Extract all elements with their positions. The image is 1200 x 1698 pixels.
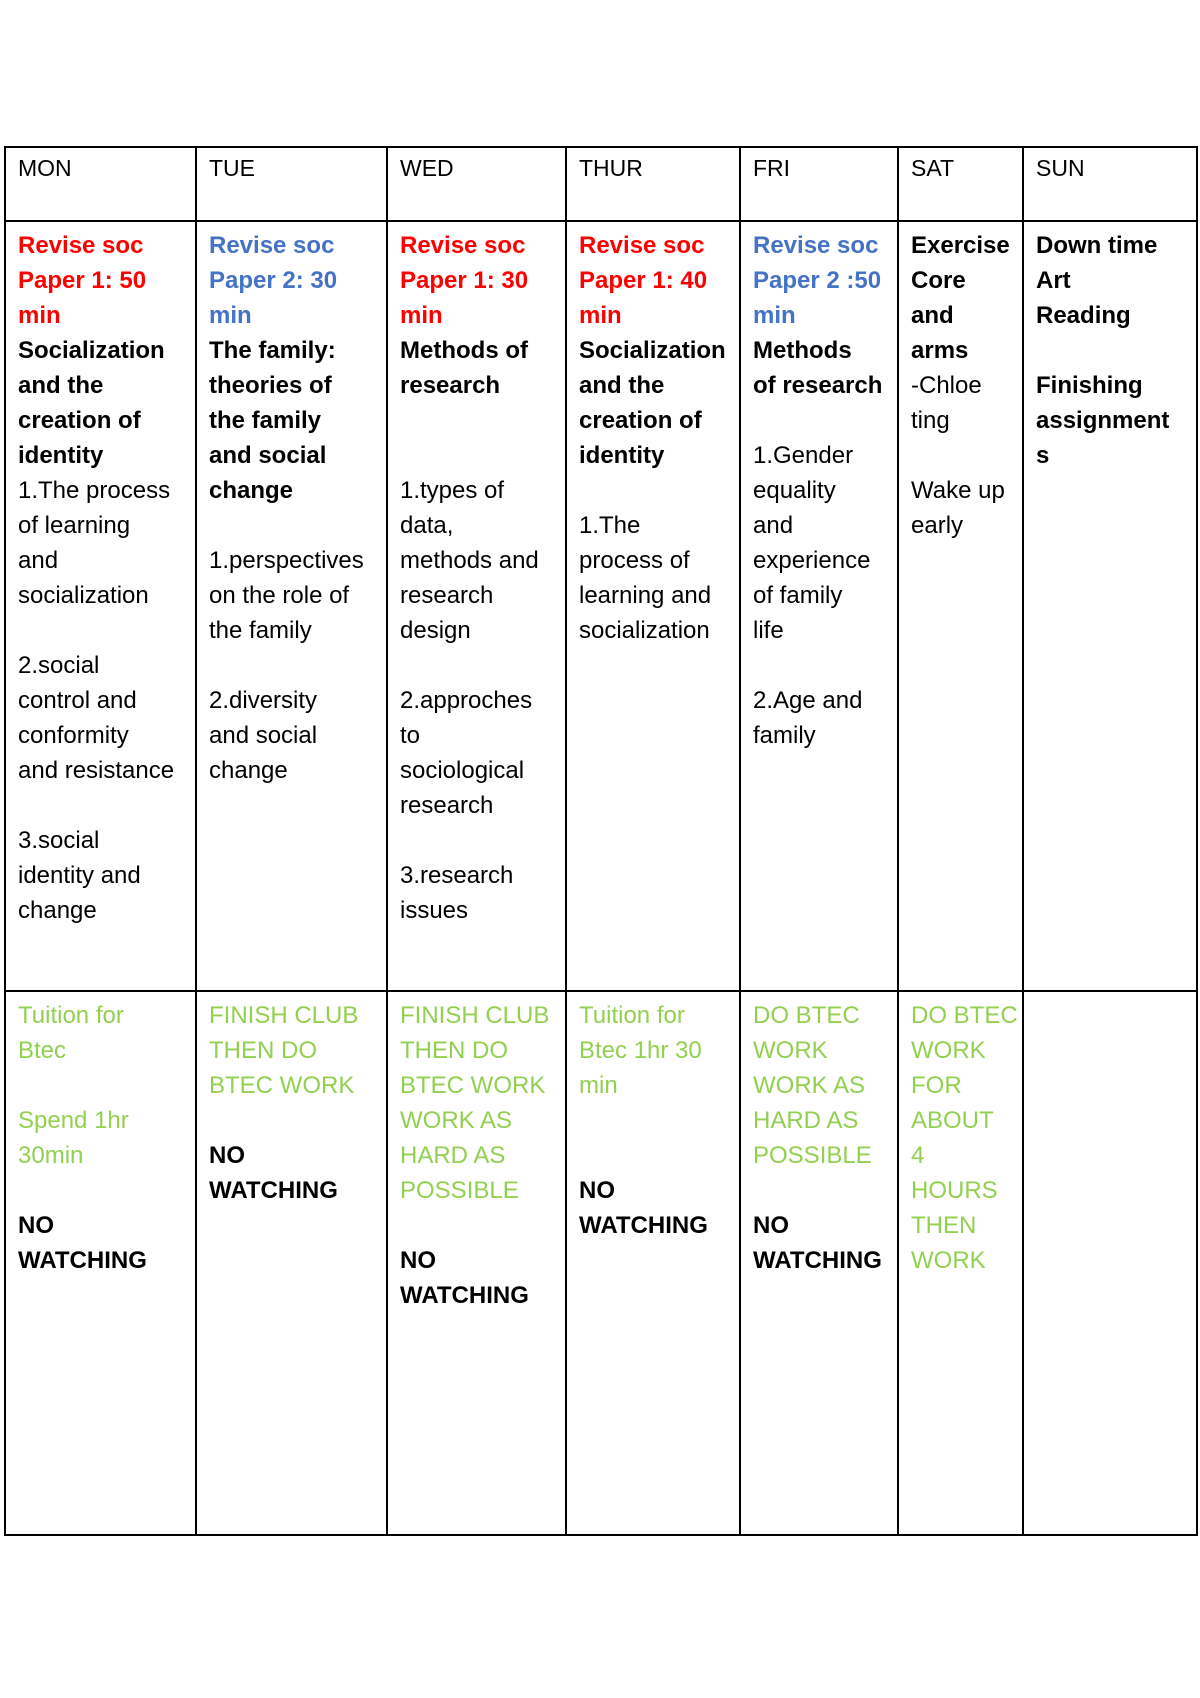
day-header-fri: FRI [740, 147, 898, 221]
cell-line [400, 823, 561, 858]
cell-line: research [400, 582, 494, 609]
revision-cell-sun [1023, 221, 1197, 991]
cell-line: WATCHING [400, 1282, 529, 1309]
cell-line: s [1036, 442, 1050, 469]
cell-line: issues [400, 897, 469, 924]
work-cell-tue [196, 991, 387, 1535]
cell-line: arms [911, 337, 969, 364]
cell-line: socialization [18, 582, 149, 609]
cell-line: and [18, 547, 59, 574]
cell-line: BTEC WORK [400, 1072, 546, 1099]
cell-line: Wake up [911, 477, 1005, 504]
cell-line: WORK [911, 1247, 986, 1274]
cell-line: min [400, 302, 443, 329]
cell-line: creation of [18, 407, 141, 434]
cell-line: to [400, 722, 421, 749]
cell-line: theories of [209, 372, 332, 399]
cell-line: FINISH CLUB [209, 1002, 359, 1029]
cell-line: experience [753, 547, 871, 574]
cell-line: Paper 2 :50 [753, 267, 882, 294]
revision-cell-sat [898, 221, 1023, 991]
work-cell-mon [5, 991, 196, 1535]
revision-cell-thur [566, 221, 740, 991]
cell-line: Revise soc [400, 232, 526, 259]
cell-line [753, 648, 893, 683]
cell-line: WATCHING [18, 1247, 147, 1274]
cell-line [579, 1138, 735, 1173]
cell-line [18, 1068, 191, 1103]
cell-line: and resistance [18, 757, 175, 784]
cell-line: design [400, 617, 471, 644]
cell-line: Methods of [400, 337, 528, 364]
cell-line: NO [400, 1247, 436, 1274]
cell-line: HOURS [911, 1177, 998, 1204]
revision-cell-fri [740, 221, 898, 991]
day-header-sun: SUN [1023, 147, 1197, 221]
revision-cell-mon [5, 221, 196, 991]
cell-line: 1.The process [18, 477, 171, 504]
cell-line: 2.social [18, 652, 100, 679]
cell-line: NO [209, 1142, 245, 1169]
day-header-tue: TUE [196, 147, 387, 221]
cell-line: research [400, 792, 494, 819]
cell-line: WATCHING [579, 1212, 708, 1239]
cell-line: 1.Gender [753, 442, 854, 469]
cell-line: WORK AS [753, 1072, 866, 1099]
day-header-thur: THUR [566, 147, 740, 221]
cell-line: POSSIBLE [753, 1142, 872, 1169]
cell-line: 1.The [579, 512, 641, 539]
cell-line: POSSIBLE [400, 1177, 519, 1204]
cell-line: 2.Age and [753, 687, 863, 714]
cell-line: min [209, 302, 252, 329]
cell-line: assignment [1036, 407, 1170, 434]
cell-line: HARD AS [753, 1107, 859, 1134]
cell-line: learning and [579, 582, 712, 609]
cell-line: BTEC WORK [209, 1072, 355, 1099]
cell-line: WORK [753, 1037, 828, 1064]
cell-line: and [753, 512, 794, 539]
cell-line: Revise soc [579, 232, 705, 259]
cell-line [1036, 333, 1192, 368]
cell-line: of family [753, 582, 843, 609]
cell-line: -Chloe [911, 372, 982, 399]
cell-line: HARD AS [400, 1142, 506, 1169]
cell-line: WATCHING [209, 1177, 338, 1204]
cell-line: THEN [911, 1212, 977, 1239]
work-cell-sat [898, 991, 1023, 1535]
cell-line: equality [753, 477, 836, 504]
cell-line: FINISH CLUB [400, 1002, 550, 1029]
cell-line: THEN DO [209, 1037, 317, 1064]
cell-line: WORK [911, 1037, 986, 1064]
cell-line: 1.types of [400, 477, 505, 504]
cell-line: Tuition for [579, 1002, 685, 1029]
cell-line: min [579, 302, 622, 329]
cell-line [18, 613, 191, 648]
cell-line: data, [400, 512, 454, 539]
cell-line: the family [209, 617, 312, 644]
cell-line: conformity [18, 722, 129, 749]
cell-line: methods and [400, 547, 539, 574]
cell-line: the family [209, 407, 322, 434]
cell-line: of learning [18, 512, 131, 539]
cell-line: and [911, 302, 954, 329]
cell-line [911, 438, 1018, 473]
cell-line: THEN DO [400, 1037, 508, 1064]
cell-line: Revise soc [18, 232, 144, 259]
cell-line: Core [911, 267, 966, 294]
cell-line [209, 508, 382, 543]
work-cell-sun [1023, 991, 1197, 1535]
cell-line: and social [209, 442, 327, 469]
cell-line: process of [579, 547, 690, 574]
cell-line: socialization [579, 617, 710, 644]
work-cell-thur [566, 991, 740, 1535]
cell-line: Exercise [911, 232, 1010, 259]
cell-line: NO [753, 1212, 789, 1239]
cell-line: Socialization [18, 337, 165, 364]
cell-line: The family: [209, 337, 336, 364]
cell-line: Spend 1hr [18, 1107, 129, 1134]
cell-line: change [209, 757, 288, 784]
cell-line [209, 1103, 382, 1138]
day-header-row [5, 147, 1197, 221]
cell-line: 3.social [18, 827, 100, 854]
cell-line [753, 1173, 893, 1208]
cell-line: Btec 1hr 30 [579, 1037, 702, 1064]
cell-line: identity [579, 442, 665, 469]
work-row [5, 991, 1197, 1535]
cell-line: Down time [1036, 232, 1158, 259]
cell-line: Revise soc [753, 232, 879, 259]
cell-line: control and [18, 687, 137, 714]
cell-line: change [18, 897, 97, 924]
cell-line [400, 403, 561, 438]
cell-line [209, 648, 382, 683]
cell-line: NO [579, 1177, 615, 1204]
cell-line [18, 788, 191, 823]
revision-cell-wed [387, 221, 566, 991]
cell-line: WATCHING [753, 1247, 882, 1274]
cell-line: on the role of [209, 582, 350, 609]
cell-line: family [753, 722, 816, 749]
cell-line: ting [911, 407, 950, 434]
cell-line: life [753, 617, 784, 644]
cell-line: 3.research [400, 862, 514, 889]
cell-line: Finishing [1036, 372, 1143, 399]
cell-line: WORK AS [400, 1107, 513, 1134]
cell-line: 1.perspectives [209, 547, 364, 574]
cell-line [18, 1173, 191, 1208]
cell-line: of research [753, 372, 883, 399]
cell-line: 30min [18, 1142, 84, 1169]
cell-line [753, 403, 893, 438]
cell-line: 2.approches [400, 687, 533, 714]
cell-line: identity [18, 442, 104, 469]
cell-line: and social [209, 722, 318, 749]
cell-line: research [400, 372, 501, 399]
cell-line: and the [18, 372, 104, 399]
cell-line: and the [579, 372, 665, 399]
cell-line: min [579, 1072, 618, 1099]
cell-line: Revise soc [209, 232, 335, 259]
cell-line: Art [1036, 267, 1071, 294]
cell-line: Paper 1: 40 [579, 267, 708, 294]
revision-row [5, 221, 1197, 991]
cell-line: Paper 2: 30 [209, 267, 338, 294]
weekly-timetable [4, 146, 1198, 1536]
cell-line: early [911, 512, 964, 539]
cell-line [400, 648, 561, 683]
work-cell-fri [740, 991, 898, 1535]
cell-line: FOR [911, 1072, 962, 1099]
cell-line: sociological [400, 757, 525, 784]
cell-line [400, 1208, 561, 1243]
cell-line: DO BTEC [753, 1002, 860, 1029]
cell-line: Tuition for [18, 1002, 124, 1029]
cell-line [579, 473, 735, 508]
cell-line: identity and [18, 862, 141, 889]
day-header-sat: SAT [898, 147, 1023, 221]
cell-line: 4 [911, 1142, 925, 1169]
work-cell-wed [387, 991, 566, 1535]
cell-line: min [753, 302, 796, 329]
cell-line: DO BTEC [911, 1002, 1018, 1029]
cell-line: Btec [18, 1037, 67, 1064]
cell-line [400, 438, 561, 473]
day-header-mon: MON [5, 147, 196, 221]
cell-line: 2.diversity [209, 687, 318, 714]
cell-line: Paper 1: 30 [400, 267, 529, 294]
revision-cell-tue [196, 221, 387, 991]
cell-line: min [18, 302, 61, 329]
cell-line: Paper 1: 50 [18, 267, 147, 294]
cell-line: NO [18, 1212, 54, 1239]
cell-line: ABOUT [911, 1107, 994, 1134]
cell-line: creation of [579, 407, 702, 434]
day-header-wed: WED [387, 147, 566, 221]
cell-line [579, 1103, 735, 1138]
cell-line: Reading [1036, 302, 1131, 329]
cell-line: Methods [753, 337, 852, 364]
cell-line: change [209, 477, 294, 504]
cell-line: Socialization [579, 337, 726, 364]
